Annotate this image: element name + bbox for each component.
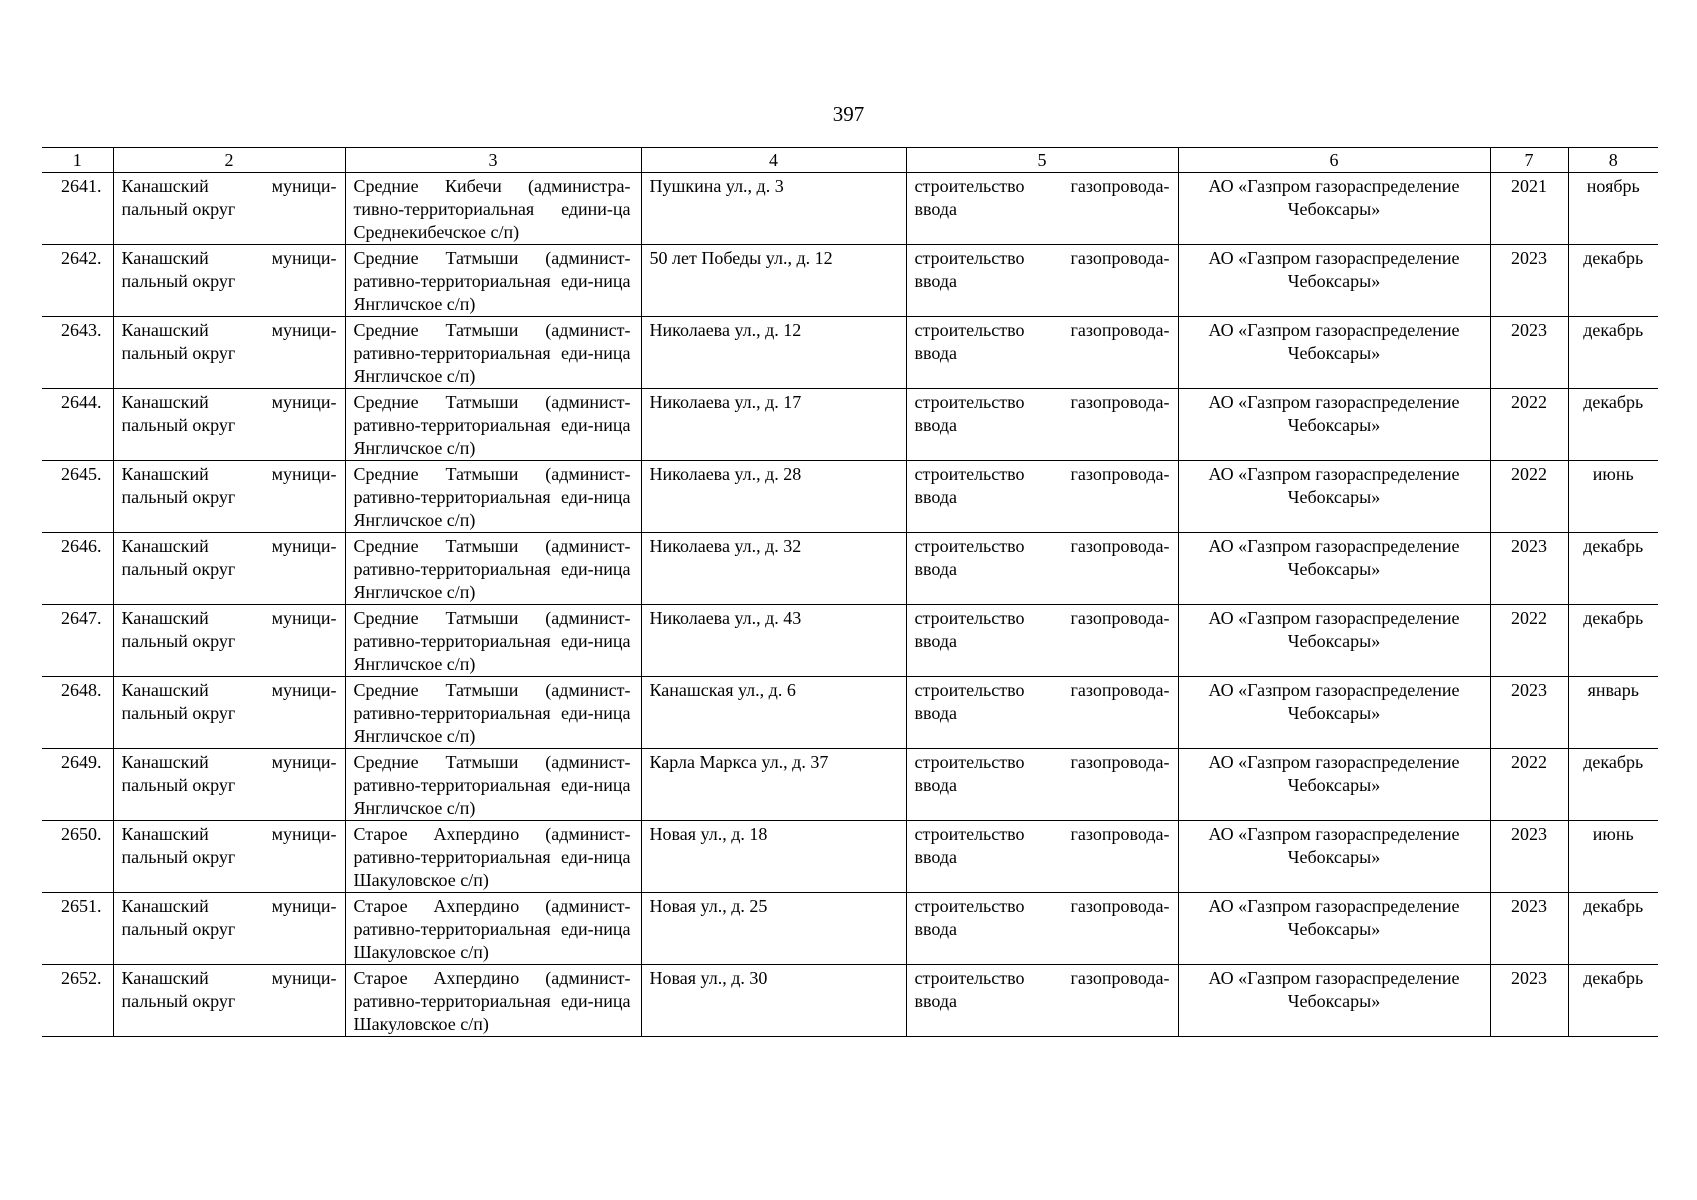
- district-cell: Канашский муници-пальный округ: [113, 677, 345, 749]
- year-cell: 2021: [1490, 173, 1568, 245]
- organization-cell: АО «Газпром газораспределение Чебоксары»: [1178, 821, 1490, 893]
- address-cell: Новая ул., д. 18: [641, 821, 906, 893]
- settlement-cell: Средние Татмыши (админист-ративно-территориальная еди-ница Янгличское с/п): [345, 245, 641, 317]
- organization-cell: АО «Газпром газораспределение Чебоксары»: [1178, 893, 1490, 965]
- table-row: [42, 893, 1658, 965]
- month-cell: декабрь: [1568, 533, 1658, 605]
- address-cell: Канашская ул., д. 6: [641, 677, 906, 749]
- organization-cell: АО «Газпром газораспределение Чебоксары»: [1178, 173, 1490, 245]
- district-cell: Канашский муници-пальный округ: [113, 821, 345, 893]
- column-header: 7: [1490, 148, 1568, 173]
- organization-cell: АО «Газпром газораспределение Чебоксары»: [1178, 317, 1490, 389]
- work-type-cell: строительство газопровода-ввода: [906, 965, 1178, 1037]
- table-row: [42, 821, 1658, 893]
- district-cell: Канашский муници-пальный округ: [113, 749, 345, 821]
- column-header: 3: [345, 148, 641, 173]
- column-header: 5: [906, 148, 1178, 173]
- district-cell: Канашский муници-пальный округ: [113, 389, 345, 461]
- year-cell: 2023: [1490, 821, 1568, 893]
- work-type-cell: строительство газопровода-ввода: [906, 533, 1178, 605]
- address-cell: Николаева ул., д. 17: [641, 389, 906, 461]
- row-number-cell: 2649.: [42, 749, 113, 821]
- month-cell: декабрь: [1568, 893, 1658, 965]
- organization-cell: АО «Газпром газораспределение Чебоксары»: [1178, 389, 1490, 461]
- settlement-cell: Средние Татмыши (админист-ративно-территориальная еди-ница Янгличское с/п): [345, 533, 641, 605]
- row-number-cell: 2647.: [42, 605, 113, 677]
- organization-cell: АО «Газпром газораспределение Чебоксары»: [1178, 965, 1490, 1037]
- settlement-cell: Средние Кибечи (администра-тивно-территориальная едини-ца Среднекибечское с/п): [345, 173, 641, 245]
- table-row: [42, 461, 1658, 533]
- row-number-cell: 2651.: [42, 893, 113, 965]
- year-cell: 2022: [1490, 749, 1568, 821]
- settlement-cell: Средние Татмыши (админист-ративно-территориальная еди-ница Янгличское с/п): [345, 677, 641, 749]
- district-cell: Канашский муници-пальный округ: [113, 893, 345, 965]
- column-number-header-row: [42, 148, 1658, 173]
- table-row: [42, 605, 1658, 677]
- work-type-cell: строительство газопровода-ввода: [906, 389, 1178, 461]
- district-cell: Канашский муници-пальный округ: [113, 533, 345, 605]
- organization-cell: АО «Газпром газораспределение Чебоксары»: [1178, 677, 1490, 749]
- settlement-cell: Средние Татмыши (админист-ративно-территориальная еди-ница Янгличское с/п): [345, 317, 641, 389]
- settlement-cell: Средние Татмыши (админист-ративно-территориальная еди-ница Янгличское с/п): [345, 605, 641, 677]
- settlement-cell: Средние Татмыши (админист-ративно-территориальная еди-ница Янгличское с/п): [345, 389, 641, 461]
- settlement-cell: Старое Ахпердино (админист-ративно-территориальная еди-ница Шакуловское с/п): [345, 893, 641, 965]
- year-cell: 2023: [1490, 317, 1568, 389]
- month-cell: декабрь: [1568, 605, 1658, 677]
- address-cell: Николаева ул., д. 12: [641, 317, 906, 389]
- table-row: [42, 749, 1658, 821]
- year-cell: 2023: [1490, 245, 1568, 317]
- organization-cell: АО «Газпром газораспределение Чебоксары»: [1178, 461, 1490, 533]
- column-header: 6: [1178, 148, 1490, 173]
- work-type-cell: строительство газопровода-ввода: [906, 245, 1178, 317]
- address-cell: Николаева ул., д. 28: [641, 461, 906, 533]
- work-type-cell: строительство газопровода-ввода: [906, 749, 1178, 821]
- month-cell: декабрь: [1568, 749, 1658, 821]
- table-row: [42, 677, 1658, 749]
- month-cell: декабрь: [1568, 965, 1658, 1037]
- row-number-cell: 2652.: [42, 965, 113, 1037]
- settlement-cell: Средние Татмыши (админист-ративно-территориальная еди-ница Янгличское с/п): [345, 461, 641, 533]
- row-number-cell: 2642.: [42, 245, 113, 317]
- row-number-cell: 2644.: [42, 389, 113, 461]
- table-row: [42, 245, 1658, 317]
- column-header: 4: [641, 148, 906, 173]
- row-number-cell: 2645.: [42, 461, 113, 533]
- district-cell: Канашский муници-пальный округ: [113, 965, 345, 1037]
- work-type-cell: строительство газопровода-ввода: [906, 605, 1178, 677]
- year-cell: 2023: [1490, 677, 1568, 749]
- address-cell: Николаева ул., д. 43: [641, 605, 906, 677]
- district-cell: Канашский муници-пальный округ: [113, 317, 345, 389]
- table-row: [42, 389, 1658, 461]
- row-number-cell: 2650.: [42, 821, 113, 893]
- address-cell: Новая ул., д. 25: [641, 893, 906, 965]
- settlement-cell: Средние Татмыши (админист-ративно-территориальная еди-ница Янгличское с/п): [345, 749, 641, 821]
- table-row: [42, 965, 1658, 1037]
- month-cell: июнь: [1568, 821, 1658, 893]
- organization-cell: АО «Газпром газораспределение Чебоксары»: [1178, 605, 1490, 677]
- gas-pipeline-registry-table: [42, 147, 1658, 1037]
- work-type-cell: строительство газопровода-ввода: [906, 677, 1178, 749]
- organization-cell: АО «Газпром газораспределение Чебоксары»: [1178, 245, 1490, 317]
- organization-cell: АО «Газпром газораспределение Чебоксары»: [1178, 749, 1490, 821]
- work-type-cell: строительство газопровода-ввода: [906, 173, 1178, 245]
- column-header: 8: [1568, 148, 1658, 173]
- column-header: 2: [113, 148, 345, 173]
- month-cell: декабрь: [1568, 245, 1658, 317]
- address-cell: Карла Маркса ул., д. 37: [641, 749, 906, 821]
- year-cell: 2023: [1490, 533, 1568, 605]
- settlement-cell: Старое Ахпердино (админист-ративно-территориальная еди-ница Шакуловское с/п): [345, 821, 641, 893]
- page-number: 397: [832, 102, 865, 126]
- year-cell: 2022: [1490, 461, 1568, 533]
- settlement-cell: Старое Ахпердино (админист-ративно-территориальная еди-ница Шакуловское с/п): [345, 965, 641, 1037]
- address-cell: Пушкина ул., д. 3: [641, 173, 906, 245]
- district-cell: Канашский муници-пальный округ: [113, 605, 345, 677]
- table-row: [42, 317, 1658, 389]
- row-number-cell: 2648.: [42, 677, 113, 749]
- work-type-cell: строительство газопровода-ввода: [906, 821, 1178, 893]
- work-type-cell: строительство газопровода-ввода: [906, 317, 1178, 389]
- table-row: [42, 533, 1658, 605]
- month-cell: ноябрь: [1568, 173, 1658, 245]
- organization-cell: АО «Газпром газораспределение Чебоксары»: [1178, 533, 1490, 605]
- address-cell: Новая ул., д. 30: [641, 965, 906, 1037]
- district-cell: Канашский муници-пальный округ: [113, 245, 345, 317]
- year-cell: 2023: [1490, 893, 1568, 965]
- year-cell: 2022: [1490, 389, 1568, 461]
- row-number-cell: 2643.: [42, 317, 113, 389]
- column-header: 1: [42, 148, 113, 173]
- month-cell: январь: [1568, 677, 1658, 749]
- month-cell: декабрь: [1568, 317, 1658, 389]
- address-cell: 50 лет Победы ул., д. 12: [641, 245, 906, 317]
- month-cell: июнь: [1568, 461, 1658, 533]
- row-number-cell: 2646.: [42, 533, 113, 605]
- year-cell: 2023: [1490, 965, 1568, 1037]
- row-number-cell: 2641.: [42, 173, 113, 245]
- work-type-cell: строительство газопровода-ввода: [906, 461, 1178, 533]
- table-row: [42, 173, 1658, 245]
- work-type-cell: строительство газопровода-ввода: [906, 893, 1178, 965]
- district-cell: Канашский муници-пальный округ: [113, 461, 345, 533]
- address-cell: Николаева ул., д. 32: [641, 533, 906, 605]
- year-cell: 2022: [1490, 605, 1568, 677]
- month-cell: декабрь: [1568, 389, 1658, 461]
- district-cell: Канашский муници-пальный округ: [113, 173, 345, 245]
